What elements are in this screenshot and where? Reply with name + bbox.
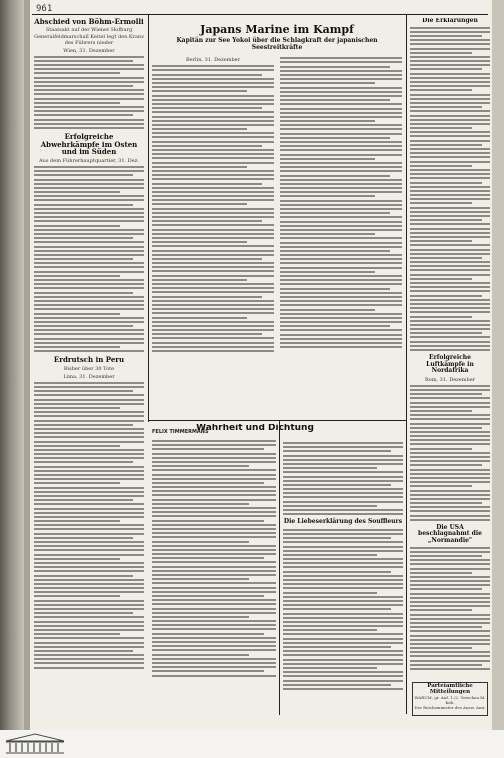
author-byline: FELIX TIMMERMANS [152,429,209,435]
notice-line: Der Reichsminister des Ausw. Amt. [414,705,486,710]
article-subtitle: Bisher über 30 Tote [63,365,115,372]
column-rule [148,14,149,422]
article-dateline: Aus dem Führerhauptquartier, 31. Dez. [39,157,139,164]
article-title: Abschied von Böhm-Ermolli [34,18,144,26]
feature-right [283,440,403,716]
article-dateline: Lima, 31. Dezember [63,373,115,380]
article-dateline: Rom, 31. Dezember [424,376,476,383]
article-body [34,166,144,352]
article-body [410,27,490,351]
center-article [152,24,402,416]
article-subtitle: Staatsakt auf der Wiener Hofburg [45,26,133,33]
article-title: Die Erklärungen [422,18,478,24]
notice-line: WARUM, gr. Auf. 1./2. Vorschau bl. Keh. [414,695,486,705]
feature-left [152,424,276,714]
page-edge [492,0,504,730]
feature-headline: Wahrheit und Dichtung [196,424,314,433]
article-dateline: Wien, 31. Dezember [63,47,115,54]
scan-footer [0,730,504,758]
notice-box [412,682,488,716]
article-body [410,385,490,521]
article-title: Erfolgreiche Luftkämpfe in Nordafrika [426,354,474,375]
article-body [152,65,274,352]
article-title: Erfolgreiche Abwehrkämpfe im Osten und im Süden [40,131,138,157]
column-rule [279,420,280,715]
notice-title: Parteiamtliche Mitteilungen [427,683,473,695]
text-column [280,55,402,356]
article-body [410,547,490,670]
feature-section-title: Die Liebeserklärung des Souffleurs [283,518,403,526]
article-body [152,440,276,677]
main-headline: Japans Marine im Kampf [200,24,354,36]
article-body [280,57,402,348]
section-rule [148,420,406,421]
article-title: Die USA beschlagnahmt die „Normandie" [418,523,482,544]
article-body [283,442,403,515]
left-column [34,18,144,718]
article-subtitle: Generalfeldmarschall Keitel legt den Kranz des Führers nieder [34,33,144,46]
library-logo-icon [4,733,66,755]
column-rule [406,14,407,714]
top-rule [32,14,488,15]
book-spine [0,0,24,730]
article-dateline: Berlin, 31. Dezember [185,57,240,64]
newspaper-page [30,0,492,730]
main-subheadline: Kapitän zur See Yokoi über die Schlagkraft der japanischen Seestreitkräfte [176,37,378,51]
right-column [410,18,490,718]
page-number: 961 [36,4,53,14]
article-body [283,529,403,690]
feature-headline-area [180,424,330,440]
article-title: Erdrutsch in Peru [53,355,125,365]
article-body [34,382,144,669]
article-body [34,56,144,129]
text-column [152,55,274,356]
